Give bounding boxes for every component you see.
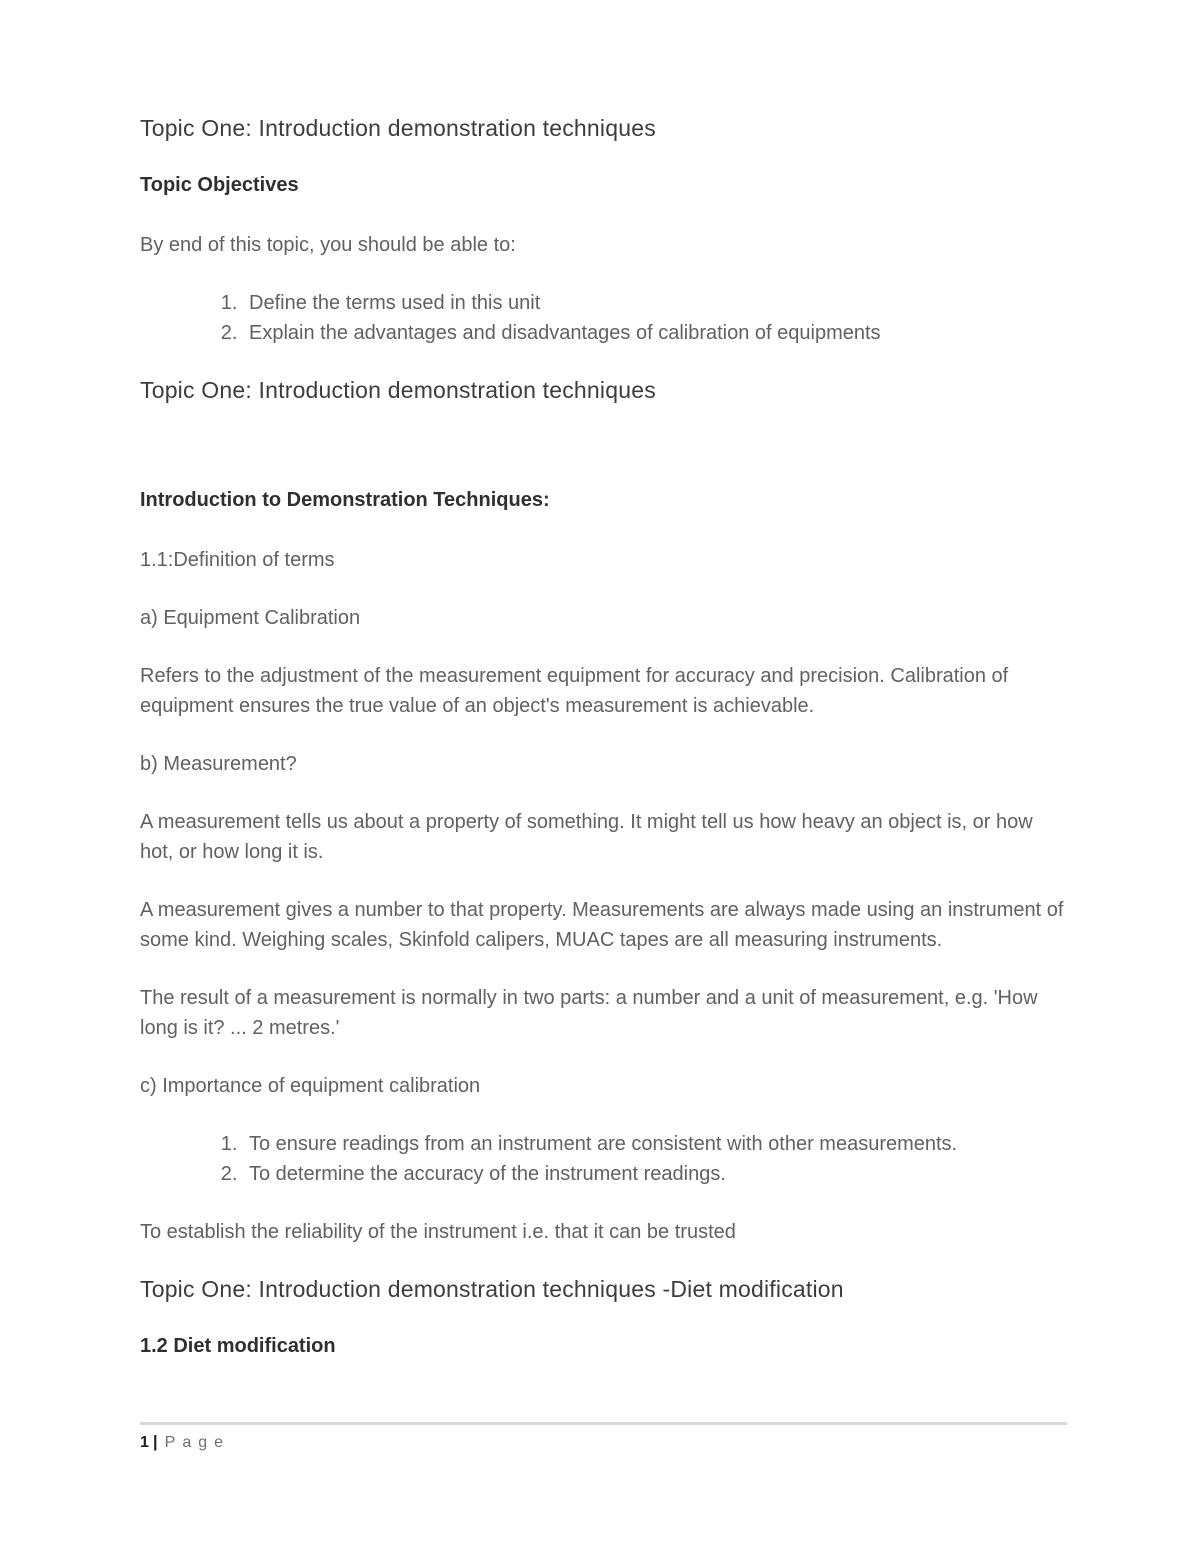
footer-text: [140, 1432, 1067, 1452]
footer-page-number: 1: [140, 1434, 149, 1451]
page-footer: [140, 1422, 1067, 1452]
objectives-list-item: 1. Define the terms used in this unit: [243, 288, 1067, 318]
topic-one-diet-heading: Topic One: Introduction demonstration techniques -Diet modification: [140, 1276, 844, 1302]
importance-list: [140, 1129, 1067, 1189]
importance-list-item: 2. To determine the accuracy of the instrument readings.: [243, 1159, 1067, 1189]
footer-divider: [140, 1422, 1067, 1425]
definitions-heading: 1.1:Definition of terms: [140, 549, 335, 571]
topic-one-heading-mid: Topic One: Introduction demonstration techniques: [140, 377, 656, 403]
term-c-heading: c) Importance of equipment calibration: [140, 1075, 481, 1097]
topic-objectives-heading: Topic Objectives: [140, 174, 299, 196]
reliability-note: To establish the reliability of the instrument i.e. that it can be trusted: [140, 1221, 736, 1243]
footer-page-label: Page: [164, 1434, 231, 1451]
term-b-heading: b) Measurement?: [140, 753, 297, 775]
term-b-paragraph-3: The result of a measurement is normally in two parts: a number and a unit of measurement, e.g. 'How long is it? ... 2 metres.': [140, 987, 1038, 1039]
topic-one-heading-top: Topic One: Introduction demonstration techniques: [140, 115, 656, 141]
importance-list-item: 1. To ensure readings from an instrument are consistent with other measurements.: [243, 1129, 1067, 1159]
introduction-techniques-heading: Introduction to Demonstration Techniques:: [140, 489, 550, 511]
objectives-list: [140, 288, 1067, 348]
objectives-list-item: 2. Explain the advantages and disadvantages of calibration of equipments: [243, 318, 1067, 348]
diet-modification-subheading: 1.2 Diet modification: [140, 1335, 336, 1357]
term-b-paragraph-2: A measurement gives a number to that property. Measurements are always made using an instrument of some kind. Weighing scales, Skinfold calipers, MUAC tapes are all measuring instruments.: [140, 899, 1064, 951]
term-a-heading: a) Equipment Calibration: [140, 607, 361, 629]
term-a-body: Refers to the adjustment of the measurement equipment for accuracy and precision. Calibration of equipment ensures the true value of an object's measurement is achievable.: [140, 665, 1009, 717]
term-b-paragraph-1: A measurement tells us about a property of something. It might tell us how heavy an object is, or how hot, or how long it is.: [140, 811, 1033, 863]
footer-separator: |: [152, 1432, 158, 1451]
objectives-intro-text: By end of this topic, you should be able to:: [140, 234, 516, 256]
